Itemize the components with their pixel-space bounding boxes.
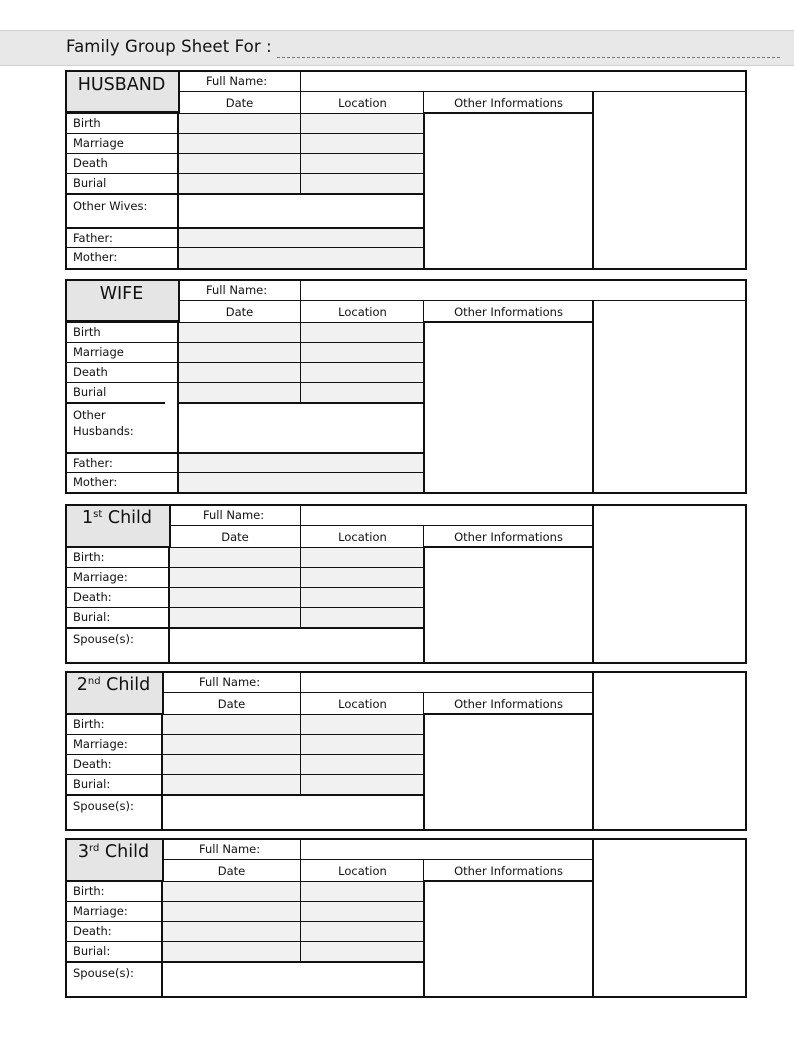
child-3-date-header: Date [162, 859, 301, 882]
husband-death-date[interactable] [177, 153, 301, 174]
child-1-burial-label: Burial: [65, 607, 169, 628]
child-3-death-date[interactable] [161, 921, 301, 942]
child-1-death-label: Death: [65, 587, 169, 608]
child-1-spouse-field[interactable] [168, 627, 425, 664]
child-3-burial-label: Burial: [65, 941, 162, 962]
husband-location-header: Location [300, 91, 424, 113]
child-2-birth-location[interactable] [300, 714, 425, 735]
sheet-title: Family Group Sheet For : [66, 37, 272, 56]
wife-other-header: Other Informations [423, 300, 593, 323]
child-3-label-block [65, 838, 164, 882]
child-1-full-name-label: Full Name: [203, 508, 265, 522]
husband-birth-date[interactable] [177, 113, 301, 134]
child-2-death-date[interactable] [161, 754, 301, 775]
child-3-full-name-field[interactable] [300, 838, 593, 860]
child-1-date-header: Date [169, 525, 301, 548]
child-1-label-block [65, 504, 171, 548]
husband-burial-label: Burial [65, 173, 178, 194]
husband-other-info-field[interactable] [423, 113, 595, 270]
child-3-marriage-location[interactable] [300, 901, 425, 922]
husband-notes-field[interactable] [592, 91, 747, 270]
child-2-death-location[interactable] [300, 754, 425, 775]
husband-birth-location[interactable] [300, 113, 425, 134]
child-1-death-location[interactable] [300, 587, 425, 608]
child-3-birth-label: Birth: [65, 881, 162, 902]
child-1-suffix: st [93, 509, 103, 520]
child-2-marriage-location[interactable] [300, 734, 425, 755]
child-2-burial-location[interactable] [300, 774, 425, 795]
child-1-location-header: Location [300, 525, 424, 548]
husband-burial-date[interactable] [177, 173, 301, 194]
wife-label: WIFE [99, 284, 144, 304]
wife-section [65, 279, 747, 494]
child-2-spouse-label: Spouse(s): [65, 794, 162, 831]
husband-full-name-label: Full Name: [206, 74, 268, 88]
husband-other-wives-label: Other Wives: [65, 193, 178, 228]
husband-other-header: Other Informations [423, 91, 593, 114]
child-1-marriage-location[interactable] [300, 567, 425, 588]
child-2-death-label: Death: [65, 754, 162, 775]
child-1-spouse-label: Spouse(s): [65, 627, 169, 664]
child-2-label-block [65, 671, 164, 715]
wife-full-name-field[interactable] [300, 279, 745, 301]
child-2-birth-date[interactable] [161, 714, 301, 735]
child-1-full-name-field[interactable] [300, 504, 593, 526]
child-3-location-header: Location [300, 859, 424, 882]
wife-death-label: Death [65, 362, 178, 383]
child-2-label: Child [106, 675, 151, 695]
child-3-number: 3 [77, 842, 90, 862]
wife-birth-label: Birth [65, 322, 178, 343]
wife-mother-label: Mother: [65, 472, 178, 494]
child-1-death-date[interactable] [168, 587, 301, 608]
wife-full-name-label: Full Name: [206, 283, 268, 297]
child-3-birth-date[interactable] [161, 881, 301, 902]
child-2-burial-date[interactable] [161, 774, 301, 795]
husband-mother-field[interactable] [177, 247, 425, 270]
child-3-spouse-field[interactable] [161, 961, 425, 998]
child-3-full-name-label: Full Name: [199, 842, 261, 856]
child-1-marriage-label: Marriage: [65, 567, 169, 588]
husband-marriage-location[interactable] [300, 133, 425, 154]
husband-label: HUSBAND [77, 75, 166, 95]
wife-other-husbands-field[interactable] [177, 402, 425, 453]
child-3-burial-date[interactable] [161, 941, 301, 962]
child-2-number: 2 [76, 675, 88, 695]
wife-birth-location[interactable] [300, 322, 425, 343]
child-2-section [65, 671, 747, 831]
child-2-notes-field[interactable] [592, 671, 747, 831]
child-3-other-info-field[interactable] [423, 881, 595, 998]
child-2-marriage-label: Marriage: [65, 734, 162, 755]
wife-death-date[interactable] [177, 362, 301, 383]
child-2-suffix: nd [87, 676, 101, 687]
husband-section [65, 70, 747, 270]
child-1-number: 1 [81, 508, 94, 528]
wife-date-header: Date [178, 300, 301, 322]
husband-burial-location[interactable] [300, 173, 425, 194]
child-2-other-header: Other Informations [423, 692, 593, 715]
husband-label-block [65, 70, 180, 113]
child-3-other-header: Other Informations [423, 859, 593, 882]
child-1-marriage-date[interactable] [168, 567, 301, 588]
wife-burial-label: Burial [65, 382, 178, 403]
child-1-label: Child [107, 508, 152, 528]
wife-birth-date[interactable] [177, 322, 301, 343]
wife-mother-field[interactable] [177, 472, 425, 494]
child-3-spouse-label: Spouse(s): [65, 961, 162, 998]
child-1-section [65, 504, 747, 664]
husband-father-field[interactable] [177, 227, 425, 248]
child-3-burial-location[interactable] [300, 941, 425, 962]
child-1-notes-field[interactable] [592, 504, 747, 664]
wife-burial-date[interactable] [177, 382, 301, 403]
child-2-spouse-field[interactable] [161, 794, 425, 831]
husband-mother-label: Mother: [65, 247, 178, 270]
child-1-burial-location[interactable] [300, 607, 425, 628]
husband-birth-label: Birth [65, 113, 178, 134]
child-1-birth-date[interactable] [168, 547, 301, 568]
husband-death-location[interactable] [300, 153, 425, 174]
family-name-blank[interactable] [277, 57, 780, 58]
wife-father-label: Father: [65, 452, 178, 473]
husband-father-label: Father: [65, 227, 178, 248]
child-3-label: Child [104, 842, 150, 862]
wife-location-header: Location [300, 300, 424, 322]
wife-death-location[interactable] [300, 362, 425, 383]
wife-burial-location[interactable] [300, 382, 425, 403]
child-3-notes-field[interactable] [592, 838, 747, 998]
wife-notes-field[interactable] [592, 300, 747, 494]
child-1-birth-label: Birth: [65, 547, 169, 568]
child-1-burial-date[interactable] [168, 607, 301, 628]
wife-father-field[interactable] [177, 452, 425, 473]
wife-other-husbands-label: Other Husbands: [65, 402, 165, 453]
husband-other-wives-field[interactable] [177, 193, 425, 228]
child-2-marriage-date[interactable] [161, 734, 301, 755]
child-3-death-location[interactable] [300, 921, 425, 942]
child-2-birth-label: Birth: [65, 714, 162, 735]
child-2-date-header: Date [162, 692, 301, 715]
husband-full-name-field[interactable] [300, 70, 745, 92]
child-2-other-info-field[interactable] [423, 714, 595, 831]
child-3-death-label: Death: [65, 921, 162, 942]
husband-date-header: Date [178, 91, 301, 113]
child-3-marriage-date[interactable] [161, 901, 301, 922]
wife-marriage-label: Marriage [65, 342, 178, 363]
child-3-marriage-label: Marriage: [65, 901, 162, 922]
child-2-full-name-label: Full Name: [199, 675, 261, 689]
husband-marriage-date[interactable] [177, 133, 301, 154]
husband-death-label: Death [65, 153, 178, 174]
child-1-birth-location[interactable] [300, 547, 425, 568]
child-1-other-info-field[interactable] [423, 547, 595, 664]
child-3-birth-location[interactable] [300, 881, 425, 902]
child-3-suffix: rd [89, 843, 100, 854]
wife-label-block [65, 279, 180, 322]
child-1-other-header: Other Informations [423, 525, 593, 548]
wife-marriage-date[interactable] [177, 342, 301, 363]
child-2-location-header: Location [300, 692, 424, 715]
child-2-full-name-field[interactable] [300, 671, 593, 693]
wife-marriage-location[interactable] [300, 342, 425, 363]
husband-marriage-label: Marriage [65, 133, 178, 154]
child-2-burial-label: Burial: [65, 774, 162, 795]
wife-other-info-field[interactable] [423, 322, 595, 494]
child-3-section [65, 838, 747, 998]
